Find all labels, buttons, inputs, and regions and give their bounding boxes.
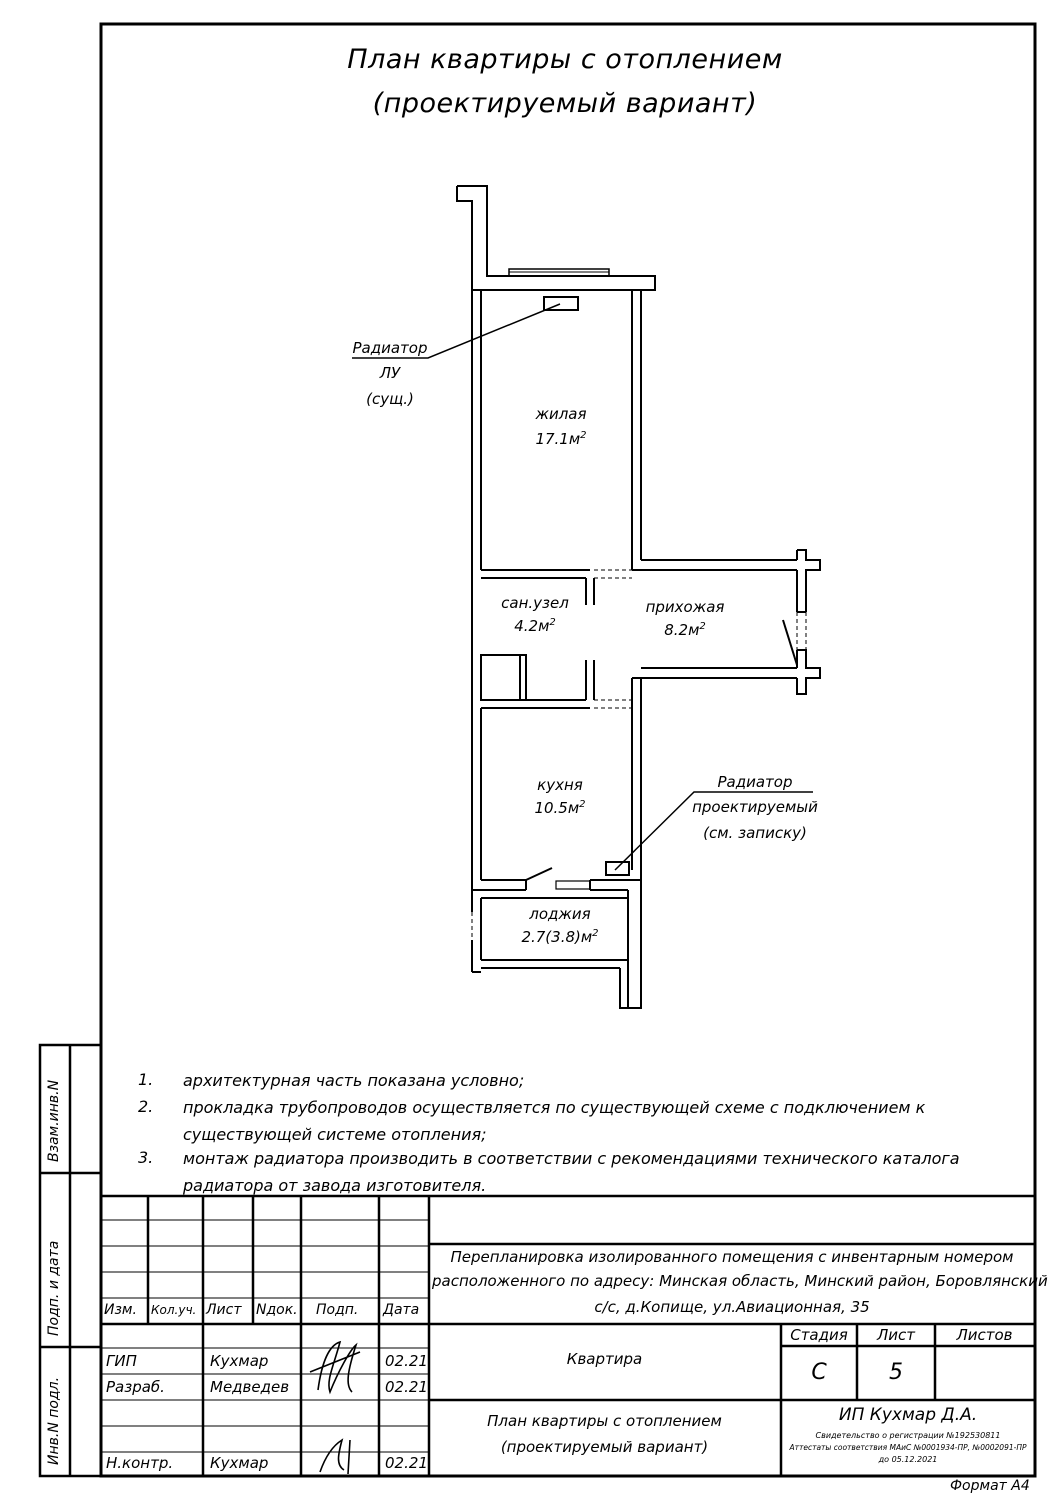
- room-bathroom-area: $4.2м^2$: [514, 617, 556, 635]
- stamp-org-valid-until: до 05.12.2021: [878, 1455, 938, 1464]
- callout-existing-line2: ЛУ: [379, 364, 401, 382]
- stamp-sheet-title-line2: (проектируемый вариант): [500, 1438, 709, 1456]
- stamp-row-nkontr-name: Кухмар: [210, 1454, 269, 1472]
- drawing-title-line2: (проектируемый вариант): [372, 88, 758, 119]
- stamp-row-nkontr-role: Н.контр.: [106, 1454, 174, 1472]
- side-label-podp: Подп. и дата: [46, 1240, 62, 1336]
- note-1-text: архитектурная часть показана условно;: [183, 1071, 525, 1090]
- stamp-header-data: Дата: [383, 1302, 420, 1318]
- stamp-project-line3: с/с, д.Копище, ул.Авиационная, 35: [594, 1298, 870, 1316]
- stamp-header-kolich: Кол.уч.: [151, 1303, 197, 1317]
- stamp-project-line1: Перепланировка изолированного помещения с инвентарным номером: [450, 1248, 1014, 1266]
- stamp-stage-value: С: [811, 1360, 827, 1385]
- stamp-sheet-title-line1: План квартиры с отоплением: [487, 1412, 722, 1430]
- stamp-object: Квартира: [566, 1350, 643, 1368]
- note-3-text: монтаж радиатора производить в соответствии с рекомендациями технического каталога радиатора от завода изготовителя.: [183, 1149, 960, 1195]
- room-kitchen-area: $10.5м^2$: [534, 799, 586, 817]
- stamp-sheet-label: Лист: [876, 1326, 915, 1344]
- room-bathroom-name: сан.узел: [501, 594, 569, 612]
- room-loggia-area: $2.7(3.8)м^2$: [521, 928, 599, 946]
- room-hall-name: прихожая: [645, 598, 725, 616]
- room-kitchen-name: кухня: [537, 776, 583, 794]
- stamp-header-ndok: Nдок.: [256, 1302, 298, 1318]
- room-hall-area: $8.2м^2$: [664, 621, 706, 639]
- stamp-row-gip-role: ГИП: [106, 1352, 137, 1370]
- stamp-header-list: Лист: [206, 1302, 242, 1318]
- callout-new-line2: проектируемый: [692, 798, 818, 816]
- stamp-org-certificates: Аттестаты соответствия МАиС №0001934-ПР, №0002091-ПР: [789, 1443, 1027, 1452]
- stamp-row-nkontr-date: 02.21: [385, 1454, 428, 1472]
- format-label: Формат А4: [950, 1478, 1030, 1494]
- stamp-header-izm: Изм.: [104, 1302, 137, 1318]
- stamp-org-name: ИП Кухмар Д.А.: [838, 1405, 978, 1425]
- stamp-project-line2: расположенного по адресу: Минская область, Минский район, Боровлянский: [432, 1272, 1048, 1290]
- stamp-row-razrab-role: Разраб.: [106, 1378, 165, 1396]
- note-1-num: 1.: [138, 1070, 154, 1089]
- note-3-num: 3.: [138, 1148, 154, 1167]
- stamp-org-registration: Свидетельство о регистрации №192530811: [815, 1431, 1001, 1440]
- stamp-header-podp: Подп.: [316, 1302, 359, 1318]
- callout-existing-line3: (сущ.): [366, 390, 414, 408]
- stamp-stage-label: Стадия: [790, 1326, 848, 1344]
- room-loggia-name: лоджия: [529, 905, 591, 923]
- signature-marks: [310, 1342, 360, 1474]
- note-2-num: 2.: [138, 1097, 154, 1116]
- stamp-row-razrab-date: 02.21: [385, 1378, 428, 1396]
- stamp-row-razrab-name: Медведев: [210, 1378, 290, 1396]
- stamp-sheets-label: Листов: [956, 1326, 1013, 1344]
- callout-new-line3: (см. записку): [703, 824, 807, 842]
- stamp-sheet-value: 5: [889, 1360, 903, 1385]
- stamp-row-gip-name: Кухмар: [210, 1352, 269, 1370]
- stamp-row-gip-date: 02.21: [385, 1352, 428, 1370]
- room-living-area: $17.1м^2$: [535, 430, 587, 448]
- note-2-text: прокладка трубопроводов осуществляется по существующей схеме с подключением к существующей системе отопления;: [183, 1098, 926, 1144]
- callout-existing-line1: Радиатор: [352, 339, 428, 357]
- room-living-name: жилая: [535, 405, 587, 423]
- drawing-title-line1: План квартиры с отоплением: [347, 44, 783, 75]
- side-label-inv: Инв.N подл.: [46, 1376, 62, 1465]
- callout-new-line1: Радиатор: [717, 773, 793, 791]
- side-label-vzam: Взам.инв.N: [46, 1079, 62, 1162]
